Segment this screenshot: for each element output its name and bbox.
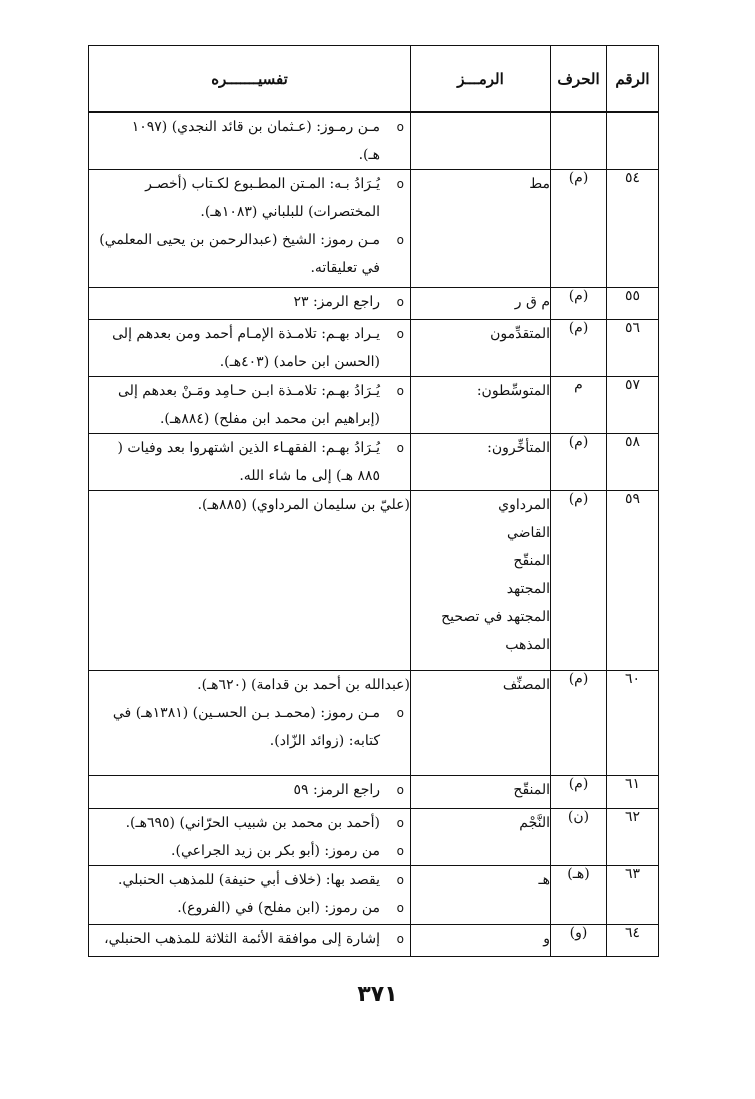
explanation-line: (إبراهيم ابن محمد ابن مفلح) (٨٨٤هـ). bbox=[159, 411, 380, 427]
bullet-icon: o bbox=[396, 873, 404, 887]
symbol-line: المجتهد في تصحيح bbox=[441, 609, 550, 625]
bullet-icon: o bbox=[396, 783, 404, 797]
bullet-icon: o bbox=[396, 327, 404, 341]
row-explanation bbox=[89, 320, 411, 377]
row-letter: (هـ) bbox=[551, 866, 607, 925]
table-row bbox=[89, 288, 659, 320]
explanation-item bbox=[89, 866, 410, 894]
row-letter: (م) bbox=[551, 320, 607, 377]
row-symbol bbox=[411, 170, 551, 288]
row-letter bbox=[551, 112, 607, 170]
explanation-line: راجع الرمز: ٢٣ bbox=[293, 294, 380, 310]
bullet-icon: o bbox=[396, 706, 404, 720]
row-letter: (م) bbox=[551, 491, 607, 671]
row-number: ٦٠ bbox=[607, 671, 659, 776]
bullet-icon: o bbox=[396, 177, 404, 191]
row-symbol bbox=[411, 809, 551, 866]
symbol-line: و bbox=[543, 931, 550, 947]
row-number: ٥٤ bbox=[607, 170, 659, 288]
symbol-line: هـ bbox=[538, 872, 550, 888]
row-explanation bbox=[89, 377, 411, 434]
symbol-line: المرداوي bbox=[498, 497, 550, 513]
row-symbol bbox=[411, 491, 551, 671]
row-explanation bbox=[89, 491, 411, 671]
explanation-item bbox=[89, 113, 410, 169]
symbol-line: المتوسِّطون: bbox=[476, 383, 550, 399]
explanation-item bbox=[89, 170, 410, 226]
row-letter: (م) bbox=[551, 776, 607, 809]
explanation-line: يقصد بها: (خلاف أبي حنيفة) للمذهب الحنبلي. bbox=[118, 872, 380, 888]
explanation-item bbox=[89, 837, 410, 865]
table-row bbox=[89, 377, 659, 434]
row-number: ٥٦ bbox=[607, 320, 659, 377]
row-letter: (م) bbox=[551, 434, 607, 491]
explanation-item bbox=[89, 809, 410, 837]
explanation-line: من رموز: (ابن مفلح) في (الفروع). bbox=[177, 900, 380, 916]
explanation-item bbox=[89, 491, 410, 519]
explanation-line: يُـرَادُ بـه: المـتن المطـبوع لكـتاب (أخصـر bbox=[145, 176, 380, 192]
symbol-line: المنقّح bbox=[513, 782, 550, 798]
row-number: ٦٢ bbox=[607, 809, 659, 866]
explanation-line: مـن رمـوز: (عـثمان بن قائد النجدي) (١٠٩٧ bbox=[131, 119, 380, 135]
symbol-line: النَّجْم bbox=[519, 815, 550, 831]
explanation-line: يـراد بهـم: تلامـذة الإمـام أحمد ومن بعدهم إلى bbox=[112, 326, 380, 342]
row-number: ٥٨ bbox=[607, 434, 659, 491]
explanation-item bbox=[89, 925, 410, 953]
bullet-icon: o bbox=[396, 233, 404, 247]
header-symbol: الرمـــز bbox=[411, 46, 551, 113]
table-row bbox=[89, 671, 659, 776]
table-row bbox=[89, 112, 659, 170]
row-letter: م bbox=[551, 377, 607, 434]
explanation-line: مـن رموز: (محمـد بـن الحسـين) (١٣٨١هـ) في bbox=[112, 705, 380, 721]
explanation-item bbox=[89, 699, 410, 755]
row-explanation bbox=[89, 671, 411, 776]
explanation-line: كتابه: (زوائد الزّاد). bbox=[269, 733, 380, 749]
table-row bbox=[89, 866, 659, 925]
row-symbol bbox=[411, 776, 551, 809]
explanation-line: (الحسن ابن حامد) (٤٠٣هـ). bbox=[219, 354, 380, 370]
row-number: ٦٣ bbox=[607, 866, 659, 925]
row-explanation bbox=[89, 112, 411, 170]
explanation-line: في تعليقاته. bbox=[310, 260, 380, 276]
bullet-icon: o bbox=[396, 384, 404, 398]
symbol-line: المذهب bbox=[505, 637, 550, 653]
bullet-icon: o bbox=[396, 901, 404, 915]
symbol-line: المتأخِّرون: bbox=[487, 440, 550, 456]
row-number: ٦٤ bbox=[607, 925, 659, 957]
explanation-item bbox=[89, 377, 410, 433]
explanation-line: إشارة إلى موافقة الأئمة الثلاثة للمذهب الحنبلي، bbox=[104, 931, 380, 947]
explanation-item bbox=[89, 776, 410, 804]
header-letter: الحرف bbox=[551, 46, 607, 113]
row-number: ٥٩ bbox=[607, 491, 659, 671]
bullet-icon: o bbox=[396, 932, 404, 946]
row-letter: (م) bbox=[551, 288, 607, 320]
row-symbol bbox=[411, 320, 551, 377]
bullet-icon: o bbox=[396, 844, 404, 858]
row-symbol bbox=[411, 112, 551, 170]
row-symbol bbox=[411, 377, 551, 434]
row-explanation bbox=[89, 434, 411, 491]
explanation-line: (عليّ بن سليمان المرداوي) (٨٨٥هـ). bbox=[197, 497, 410, 513]
symbol-line: القاضي bbox=[506, 525, 550, 541]
header-explanation: تفسيـــــــره bbox=[89, 46, 411, 113]
explanation-line: ٨٨٥ هـ) إلى ما شاء الله. bbox=[239, 468, 380, 484]
row-number: ٥٥ bbox=[607, 288, 659, 320]
table-row bbox=[89, 776, 659, 809]
explanation-line: يُـرَادُ بهـم: الفقهـاء الذين اشتهروا بعد وفيات ( bbox=[117, 440, 380, 456]
explanation-line: المختصرات) للبلباني (١٠٨٣هـ). bbox=[200, 204, 380, 220]
explanation-line: (عبدالله بن أحمد بن قدامة) (٦٢٠هـ). bbox=[197, 677, 410, 693]
row-explanation bbox=[89, 288, 411, 320]
table-header-row bbox=[89, 46, 659, 113]
table-row bbox=[89, 491, 659, 671]
symbol-line: المتقدِّمون bbox=[490, 326, 550, 342]
explanation-item bbox=[89, 226, 410, 282]
row-symbol bbox=[411, 866, 551, 925]
row-symbol bbox=[411, 288, 551, 320]
symbol-line: مط bbox=[529, 176, 550, 192]
explanation-item bbox=[89, 671, 410, 699]
symbol-line: المصنِّف bbox=[502, 677, 550, 693]
row-symbol bbox=[411, 671, 551, 776]
explanation-line: راجع الرمز: ٥٩ bbox=[293, 782, 380, 798]
table-row bbox=[89, 434, 659, 491]
bullet-icon: o bbox=[396, 816, 404, 830]
symbol-line: م ق ر bbox=[514, 294, 550, 310]
explanation-item bbox=[89, 320, 410, 376]
symbol-line: المجتهد bbox=[506, 581, 550, 597]
explanation-line: يُـرَادُ بهـم: تلامـذة ابـن حـامِد ومَـنْ بعدهم إلى bbox=[118, 383, 380, 399]
header-number: الرقم bbox=[607, 46, 659, 113]
row-explanation bbox=[89, 925, 411, 957]
table-row bbox=[89, 320, 659, 377]
table-row bbox=[89, 809, 659, 866]
explanation-item bbox=[89, 894, 410, 922]
table-row bbox=[89, 170, 659, 288]
row-number: ٥٧ bbox=[607, 377, 659, 434]
row-explanation bbox=[89, 170, 411, 288]
explanation-line: من رموز: (أبو بكر بن زيد الجراعي). bbox=[171, 843, 380, 859]
explanation-line: مـن رموز: الشيخ (عبدالرحمن بن يحيى المعلمي) bbox=[99, 232, 380, 248]
explanation-item bbox=[89, 288, 410, 316]
row-number bbox=[607, 112, 659, 170]
explanation-item bbox=[89, 434, 410, 490]
table-body bbox=[89, 112, 659, 957]
row-explanation bbox=[89, 866, 411, 925]
row-letter: (م) bbox=[551, 671, 607, 776]
bullet-icon: o bbox=[396, 441, 404, 455]
row-explanation bbox=[89, 809, 411, 866]
bullet-icon: o bbox=[396, 295, 404, 309]
table-row bbox=[89, 925, 659, 957]
symbol-line: المنقّح bbox=[513, 553, 550, 569]
page-number: ٣٧١ bbox=[357, 982, 398, 1007]
row-letter: (م) bbox=[551, 170, 607, 288]
row-letter: (ن) bbox=[551, 809, 607, 866]
row-symbol bbox=[411, 925, 551, 957]
explanation-line: (أحمد بن محمد بن شبيب الحرّاني) (٦٩٥هـ). bbox=[125, 815, 380, 831]
row-symbol bbox=[411, 434, 551, 491]
explanation-line: هـ). bbox=[358, 147, 380, 163]
row-number: ٦١ bbox=[607, 776, 659, 809]
row-explanation bbox=[89, 776, 411, 809]
symbols-table bbox=[88, 45, 659, 957]
row-letter: (و) bbox=[551, 925, 607, 957]
bullet-icon: o bbox=[396, 120, 404, 134]
